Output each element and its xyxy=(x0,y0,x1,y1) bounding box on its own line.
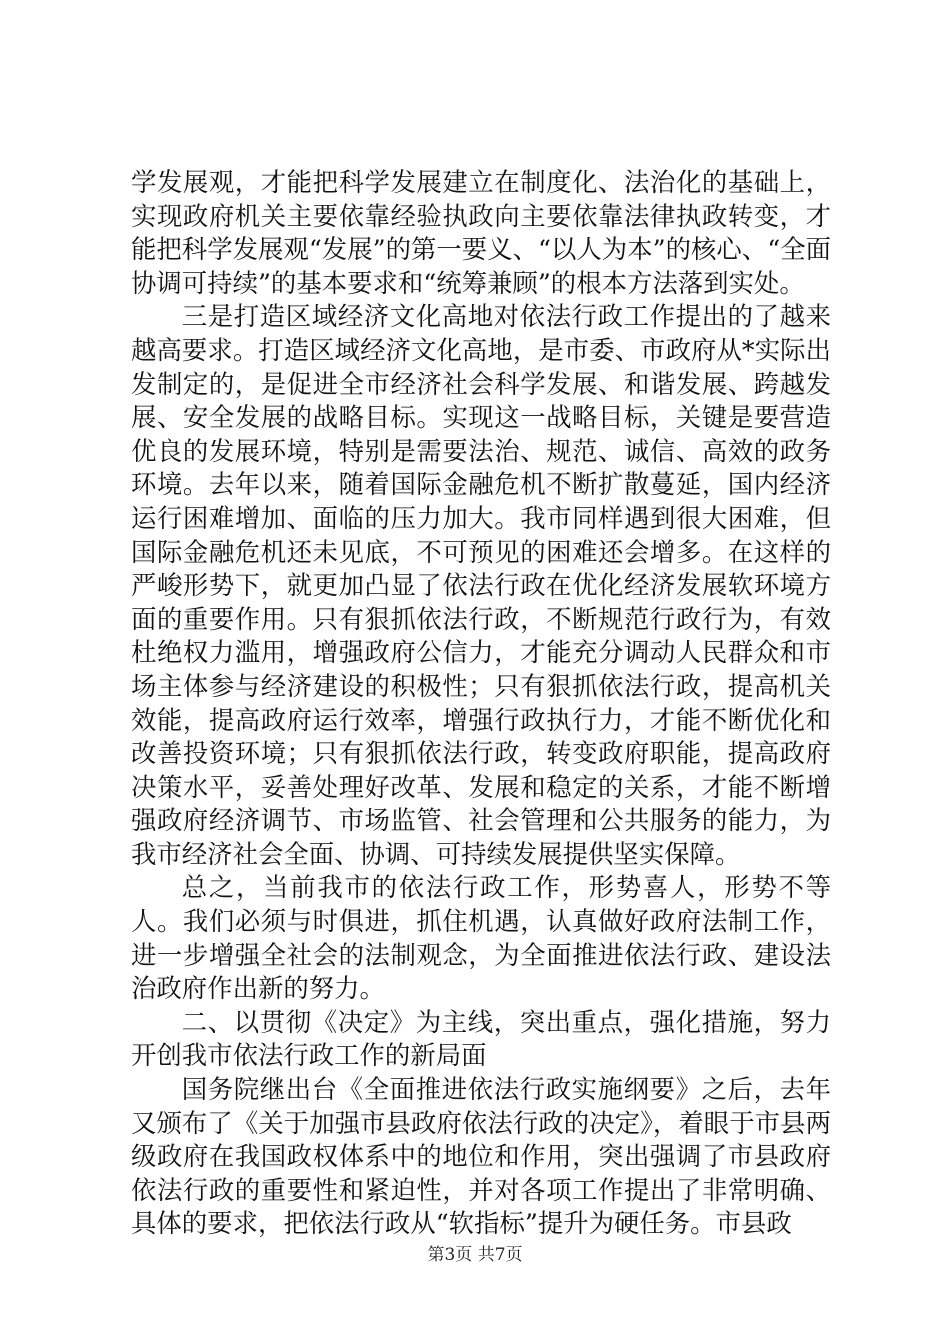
document-body xyxy=(131,166,831,1241)
page-footer xyxy=(0,1240,950,1265)
section-heading-2: 二、以贯彻《决定》为主线，突出重点，强化措施，努力开创我市依法行政工作的新局面 xyxy=(131,1006,831,1071)
page-number-label: 第3页 共7页 xyxy=(427,1245,523,1265)
paragraph-2: 三是打造区域经济文化高地对依法行政工作提出的了越来越高要求。打造区域经济文化高地，是市委、市政府从*实际出发制定的，是促进全市经济社会科学发展、和谐发展、跨越发展、安全发展的战略目标。实现这一战略目标，关键是要营造优良的发展环境，特别是需要法治、规范、诚信、高效的政务环境。去年以来，随着国际金融危机不断扩散蔓延，国内经济运行困难增加、面临的压力加大。我市同样遇到很大困难，但国际金融危机还未见底，不可预见的困难还会增多。在这样的严峻形势下，就更加凸显了依法行政在优化经济发展软环境方面的重要作用。只有狠抓依法行政，不断规范行政行为，有效杜绝权力滥用，增强政府公信力，才能充分调动人民群众和市场主体参与经济建设的积极性；只有狠抓依法行政，提高机关效能，提高政府运行效率，增强行政执行力，才能不断优化和改善投资环境；只有狠抓依法行政，转变政府职能，提高政府决策水平，妥善处理好改革、发展和稳定的关系，才能不断增强政府经济调节、市场监管、社会管理和公共服务的能力，为我市经济社会全面、协调、可持续发展提供坚实保障。 xyxy=(131,301,831,869)
paragraph-5: 国务院继出台《全面推进依法行政实施纲要》之后，去年又颁布了《关于加强市县政府依法行政的决定》，着眼于市县两级政府在我国政权体系中的地位和作用，突出强调了市县政府依法行政的重要性和紧迫性，并对各项工作提出了非常明确、具体的要求，把依法行政从“软指标”提升为硬任务。市县政 xyxy=(131,1074,831,1239)
paragraph-3: 总之，当前我市的依法行政工作，形势喜人，形势不等人。我们必须与时俱进，抓住机遇，认真做好政府法制工作，进一步增强全社会的法制观念，为全面推进依法行政、建设法治政府作出新的努力。 xyxy=(131,872,831,1004)
paragraph-1: 学发展观，才能把科学发展建立在制度化、法治化的基础上，实现政府机关主要依靠经验执政向主要依靠法律执政转变，才能把科学发展观“发展”的第一要义、“以人为本”的核心、“全面协调可持续”的基本要求和“统筹兼顾”的根本方法落到实处。 xyxy=(131,167,831,298)
